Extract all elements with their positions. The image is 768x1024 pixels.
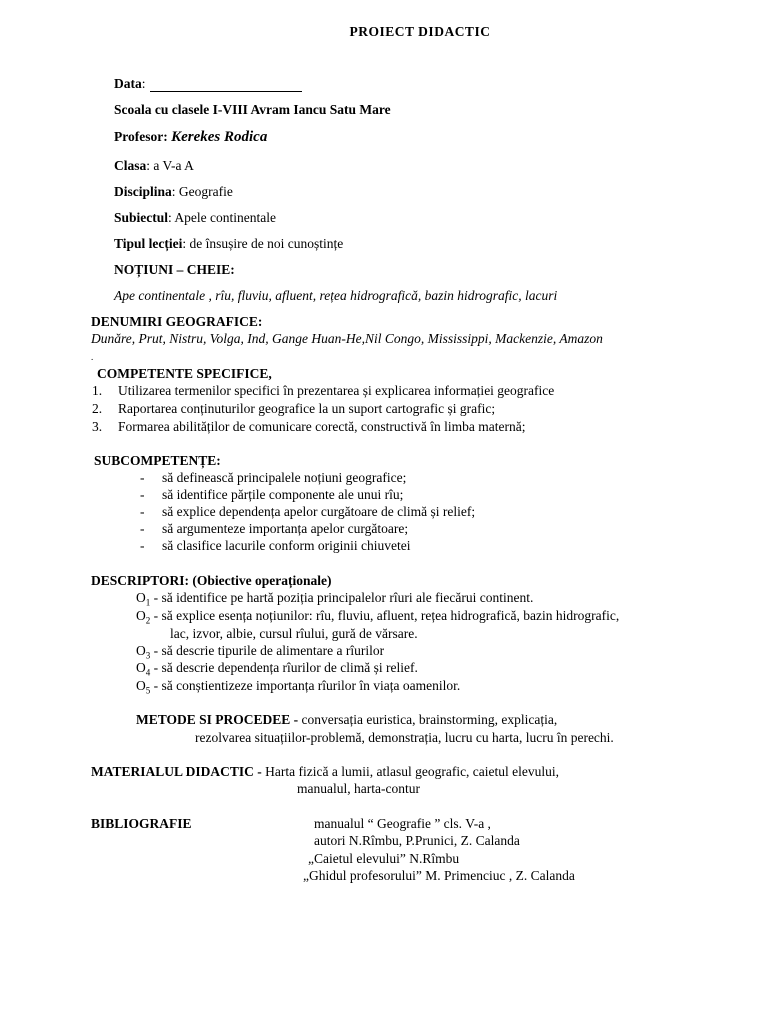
descriptor-o: O	[136, 678, 146, 693]
subcompetente-item	[140, 521, 408, 537]
materialul-label: MATERIALUL DIDACTIC -	[91, 764, 262, 779]
descriptor-item	[136, 643, 384, 659]
descriptor-text: - să descrie dependența rîurilor de climă și relief.	[150, 660, 418, 675]
competente-text: Formarea abilităților de comunicare corectă, constructivă în limba maternă;	[118, 419, 526, 434]
descriptor-item	[136, 660, 418, 676]
clasa-row	[114, 158, 194, 174]
tipul-row	[114, 236, 343, 252]
descriptor-text: - să identifice pe hartă poziția principalelor rîuri ale fiecărui continent.	[150, 590, 534, 605]
materialul-line2: manualul, harta-contur	[297, 781, 420, 796]
subcompetente-item	[140, 504, 475, 520]
descriptor-o: O	[136, 608, 146, 623]
metode-label: METODE SI PROCEDEE -	[136, 712, 299, 727]
clasa-label: Clasa	[114, 158, 147, 173]
profesor-row	[114, 129, 267, 145]
bibliografie-label: BIBLIOGRAFIE	[91, 816, 192, 831]
data-row: Data:	[114, 76, 302, 92]
materialul-row	[91, 764, 559, 780]
descriptor-sub: 5	[145, 685, 151, 696]
bullet-dash: -	[140, 521, 145, 536]
denumiri-value: Dunăre, Prut, Nistru, Volga, Ind, Gange Huan-He,Nil Congo, Mississippi, Mackenzie, Amazon	[91, 331, 603, 346]
descriptor-sub: 1	[145, 597, 151, 608]
subcompetente-text: să explice dependența apelor curgătoare de climă și relief;	[162, 504, 476, 519]
profesor-label: Profesor:	[114, 129, 168, 144]
denumiri-label: DENUMIRI GEOGRAFICE:	[91, 314, 263, 329]
competente-num: 3.	[92, 419, 103, 434]
notiuni-value: Ape continentale , rîu, fluviu, afluent, rețea hidrografică, bazin hidrografic, lacuri	[114, 288, 558, 303]
clasa-value: : a V-a A	[146, 158, 194, 173]
disciplina-value: : Geografie	[171, 184, 233, 199]
competente-num: 2.	[92, 401, 103, 416]
descriptor-item	[136, 678, 460, 694]
profesor-name: Kerekes Rodica	[171, 129, 268, 145]
competente-text: Raportarea conținuturilor geografice la un suport cartografic și grafic;	[118, 401, 496, 416]
notiuni-label: NOȚIUNI – CHEIE:	[114, 262, 235, 277]
disciplina-row	[114, 184, 233, 200]
competente-num: 1.	[92, 383, 103, 398]
competente-item	[92, 419, 525, 435]
bibliografie-line: autori N.Rîmbu, P.Prunici, Z. Calanda	[314, 833, 520, 848]
competente-text: Utilizarea termenilor specifici în prezentarea și explicarea informației geografice	[118, 383, 555, 398]
bibliografie-line: manualul “ Geografie ” cls. V-a ,	[314, 816, 491, 831]
subcompetente-label: SUBCOMPETENȚE:	[94, 453, 221, 468]
school-name: Scoala cu clasele I-VIII Avram Iancu Satu Mare	[114, 102, 391, 117]
bullet-dash: -	[140, 487, 145, 502]
subiectul-row	[114, 210, 276, 226]
descriptor-o: O	[136, 660, 146, 675]
tipul-value: : de însușire de noi cunoștințe	[182, 236, 344, 251]
metode-row	[136, 712, 557, 728]
bibliografie-line: „Ghidul profesorului” M. Primenciuc , Z. Calanda	[303, 868, 575, 883]
bullet-dash: -	[140, 504, 145, 519]
bullet-dash: -	[140, 470, 145, 485]
subcompetente-item	[140, 470, 406, 486]
denumiri-dot: .	[91, 352, 94, 362]
descriptor-sub: 2	[145, 615, 151, 626]
competente-item	[92, 383, 554, 399]
materialul-line1: Harta fizică a lumii, atlasul geografic, caietul elevului,	[261, 764, 560, 779]
metode-line1: conversația euristica, brainstorming, explicația,	[298, 712, 558, 727]
subcompetente-text: să clasifice lacurile conform originii chiuvetei	[162, 538, 411, 553]
document-title: PROIECT DIDACTIC	[349, 24, 491, 39]
subcompetente-text: să definească principalele noțiuni geografice;	[162, 470, 407, 485]
descriptor-sub: 4	[145, 667, 151, 678]
competente-item	[92, 401, 495, 417]
descriptor-item	[136, 608, 619, 624]
subcompetente-item	[140, 487, 403, 503]
descriptor-o: O	[136, 590, 146, 605]
descriptor-o: O	[136, 643, 146, 658]
descriptor-text: - să descrie tipurile de alimentare a rîurilor	[150, 643, 385, 658]
tipul-label: Tipul lecției	[114, 236, 183, 251]
descriptor-text: - să explice esența noțiunilor: rîu, fluviu, afluent, rețea hidrografică, bazin hidrografic,	[150, 608, 620, 623]
subiectul-label: Subiectul	[114, 210, 169, 225]
competente-label: COMPETENTE SPECIFICE,	[97, 366, 272, 381]
subiectul-value: : Apele continentale	[168, 210, 276, 225]
data-blank-line	[150, 78, 302, 92]
descriptori-label: DESCRIPTORI: (Obiective operaționale)	[91, 573, 332, 588]
data-label: Data	[114, 76, 142, 91]
descriptor-sub: 3	[145, 650, 151, 661]
bibliografie-line: „Caietul elevului” N.Rîmbu	[308, 851, 460, 866]
descriptor-continuation: lac, izvor, albie, cursul rîului, gură de vărsare.	[170, 626, 418, 641]
descriptor-text: - să conștientizeze importanța rîurilor în viața oamenilor.	[150, 678, 461, 693]
disciplina-label: Disciplina	[114, 184, 172, 199]
subcompetente-item	[140, 538, 411, 554]
metode-line2: rezolvarea situațiilor-problemă, demonstrația, lucru cu harta, lucru în perechi.	[195, 730, 614, 745]
bullet-dash: -	[140, 538, 145, 553]
subcompetente-text: să argumenteze importanța apelor curgătoare;	[162, 521, 409, 536]
subcompetente-text: să identifice părțile componente ale unui rîu;	[162, 487, 404, 502]
descriptor-item	[136, 590, 533, 606]
